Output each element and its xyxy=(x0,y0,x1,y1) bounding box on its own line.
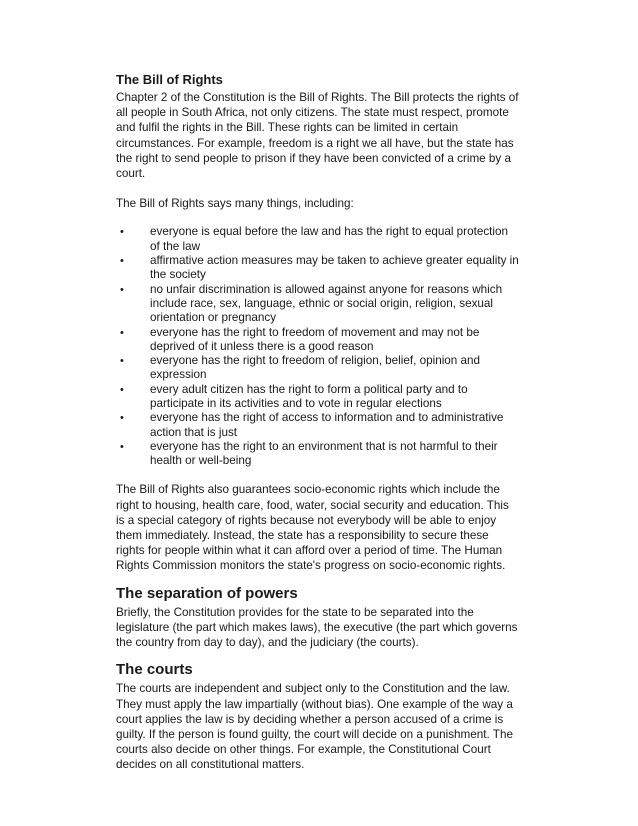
spacer xyxy=(116,468,528,482)
heading-bill-of-rights: The Bill of Rights xyxy=(116,72,223,87)
list-item-text: everyone has the right to freedom of movement and may not be deprived of it unless there is a good reason xyxy=(150,325,480,353)
heading-separation-of-powers: The separation of powers xyxy=(116,584,298,602)
separation-of-powers-paragraph: Briefly, the Constitution provides for the state to be separated into the legislature (the part which makes laws), the executive (the part which governs the country from day to day), and the judiciary (the courts). xyxy=(116,605,518,650)
list-item xyxy=(116,383,528,412)
list-item-text: everyone has the right to freedom of religion, belief, opinion and expression xyxy=(150,354,481,382)
bullet-icon: • xyxy=(120,326,124,339)
courts-paragraph: The courts are independent and subject only to the Constitution and the law. They must apply the law impartially (without bias). One example of the way a court applies the law is by deciding whether a person accused of a crime is guilty. If the person is found guilty, the court will decide on a punishment. The courts also decide on other things. For example, the Constitutional Court decides on all constitutional matters. xyxy=(116,682,513,772)
bullet-icon: • xyxy=(120,226,124,239)
bullet-icon: • xyxy=(120,255,124,268)
list-item xyxy=(116,411,528,440)
bullet-icon: • xyxy=(120,412,124,425)
list-item-text: no unfair discrimination is allowed against anyone for reasons which include race, sex, language, ethnic or social origin, religion, sexual orientation or pregnancy xyxy=(150,282,503,325)
list-item xyxy=(116,254,528,283)
list-item xyxy=(116,326,528,355)
spacer xyxy=(116,211,528,225)
document-page xyxy=(116,72,528,773)
heading-the-courts: The courts xyxy=(116,661,193,679)
list-item xyxy=(116,283,528,326)
bullet-icon: • xyxy=(120,440,124,453)
bill-of-rights-intro-paragraph: Chapter 2 of the Constitution is the Bill of Rights. The Bill protects the rights of all people in South Africa, not only citizens. The state must respect, promote and fulfil the rights in the Bill. These rights can be limited in certain circumstances. For example, freedom is a right we all have, but the state has the right to send people to prison if they have been convicted of a crime by a court. xyxy=(116,91,519,181)
list-item-text: everyone has the right of access to information and to administrative action that is just xyxy=(150,411,504,439)
spacer xyxy=(116,181,528,196)
list-item-text: affirmative action measures may be taken to achieve greater equality in the society xyxy=(150,254,519,282)
bullet-icon: • xyxy=(120,383,124,396)
socio-economic-rights-paragraph: The Bill of Rights also guarantees socio-economic rights which include the right to housing, health care, food, water, social security and education. This is a special category of rights because not everybody will be able to enjoy them immediately. Instead, the state has a responsibility to secure these rights for people within what it can afford over a period of time. The Human Rights Commission monitors the state's progress on socio-economic rights. xyxy=(116,483,509,573)
list-item xyxy=(116,354,528,383)
bill-of-rights-lead-in: The Bill of Rights says many things, including: xyxy=(116,197,354,211)
list-item-text: everyone has the right to an environment that is not harmful to their health or well-being xyxy=(150,439,498,468)
list-item-text: everyone is equal before the law and has the right to equal protection of the law xyxy=(150,225,509,253)
bullet-icon: • xyxy=(120,283,124,296)
list-item-text: every adult citizen has the right to form a political party and to participate in its activities and to vote in regular elections xyxy=(150,382,468,410)
bullet-icon: • xyxy=(120,355,124,368)
list-item xyxy=(116,440,528,469)
rights-bullet-list xyxy=(116,225,528,468)
list-item xyxy=(116,225,528,254)
